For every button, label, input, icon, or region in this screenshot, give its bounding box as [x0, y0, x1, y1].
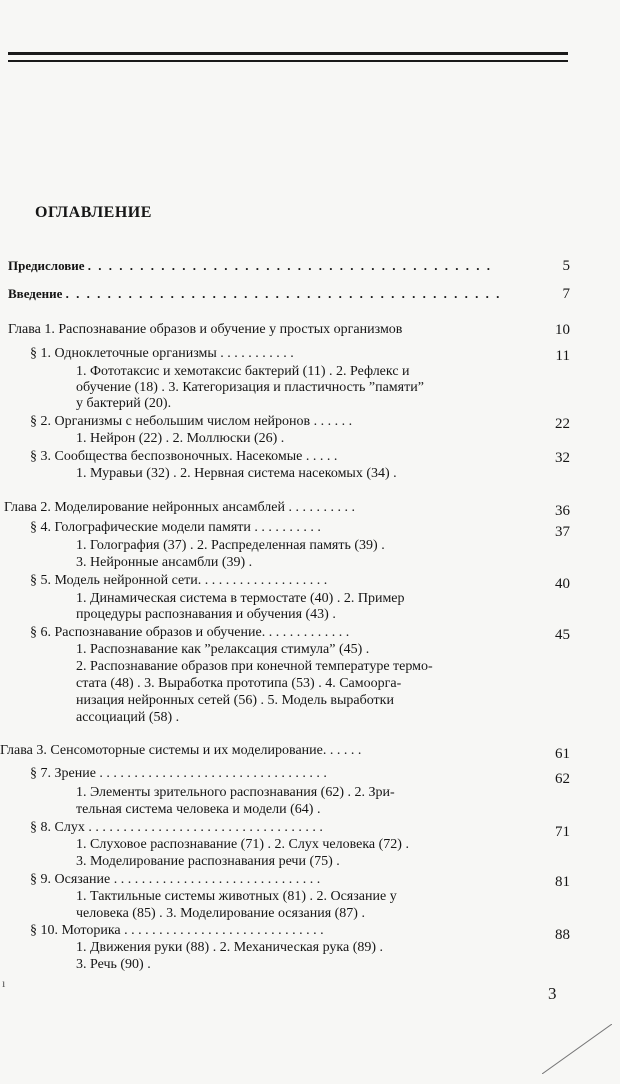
- top-rule: [8, 52, 568, 55]
- page-number: 3: [548, 984, 557, 1003]
- toc-entry-preface: [8, 258, 492, 274]
- section-3-detail: 1. Муравьи (32) . 2. Нервная система насекомых (34) .: [76, 466, 397, 481]
- toc-page-number: 37: [555, 524, 570, 540]
- section-5-detail: 1. Динамическая система в термостате (40) . 2. Пример: [76, 591, 405, 606]
- toc-page-number: 36: [555, 503, 570, 519]
- section-10-title: § 10. Моторика . . . . . . . . . . . . . . . . . . . . . . . . . . . . .: [30, 923, 324, 938]
- toc-page-number: 71: [555, 824, 570, 840]
- section-5-detail: процедуры распознавания и обучения (43) .: [76, 607, 336, 622]
- page-corner-fold: [542, 1024, 612, 1074]
- section-10-detail: 3. Речь (90) .: [76, 957, 151, 972]
- section-7-title: § 7. Зрение . . . . . . . . . . . . . . . . . . . . . . . . . . . . . . . . .: [30, 766, 327, 781]
- section-9-detail: 1. Тактильные системы животных (81) . 2. Осязание у: [76, 889, 397, 904]
- section-8-detail: 3. Моделирование распознавания речи (75) .: [76, 854, 340, 869]
- toc-page-number: 5: [562, 258, 570, 274]
- chapter-2-title: Глава 2. Моделирование нейронных ансамблей . . . . . . . . . .: [4, 500, 355, 515]
- section-6-title: § 6. Распознавание образов и обучение. . . . . . . . . . . . .: [30, 625, 350, 640]
- section-10-detail: 1. Движения руки (88) . 2. Механическая рука (89) .: [76, 940, 384, 955]
- toc-heading: ОГЛАВЛЕНИЕ: [35, 204, 152, 221]
- section-6-detail: 1. Распознавание как ”релаксация стимула” (45) .: [76, 642, 370, 657]
- toc-entry-label: Предисловие: [8, 258, 85, 273]
- toc-page-number: 22: [555, 416, 570, 432]
- section-6-detail: стата (48) . 3. Выработка прототипа (53) . 4. Самоорга-: [76, 676, 402, 691]
- section-8-detail: 1. Слуховое распознавание (71) . 2. Слух человека (72) .: [76, 837, 409, 852]
- toc-page-number: 45: [555, 627, 570, 643]
- section-9-title: § 9. Осязание . . . . . . . . . . . . . . . . . . . . . . . . . . . . . .: [30, 872, 321, 887]
- toc-page-number: 10: [555, 322, 570, 338]
- toc-page-number: 11: [555, 348, 570, 364]
- toc-entry-introduction: [8, 286, 501, 302]
- chapter-1-title: Глава 1. Распознавание образов и обучение у простых организмов: [8, 322, 403, 337]
- leader-dots: . . . . . . . . . . . . . . . . . . . . . . . . . . . . . . . . . . . . . . . . . .: [65, 286, 502, 301]
- section-7-detail: 1. Элементы зрительного распознавания (62) . 2. Зри-: [76, 785, 395, 800]
- section-9-detail: человека (85) . 3. Моделирование осязания (87) .: [76, 906, 365, 921]
- section-2-detail: 1. Нейрон (22) . 2. Моллюски (26) .: [76, 431, 285, 446]
- toc-page-number: 81: [555, 874, 570, 890]
- toc-page-number: 40: [555, 576, 570, 592]
- toc-page-number: 32: [555, 450, 570, 466]
- section-8-title: § 8. Слух . . . . . . . . . . . . . . . . . . . . . . . . . . . . . . . . . .: [30, 820, 323, 835]
- section-5-title: § 5. Модель нейронной сети. . . . . . . . . . . . . . . . . . .: [30, 573, 328, 588]
- section-4-detail: 1. Голография (37) . 2. Распределенная память (39) .: [76, 538, 385, 553]
- chapter-3-title: Глава 3. Сенсомоторные системы и их моделирование. . . . . .: [0, 743, 362, 758]
- section-6-detail: низация нейронных сетей (56) . 5. Модель выработки: [76, 693, 394, 708]
- leader-dots: . . . . . . . . . . . . . . . . . . . . . . . . . . . . . . . . . . . . . . .: [87, 258, 493, 273]
- section-2-title: § 2. Организмы с небольшим числом нейронов . . . . . .: [30, 414, 353, 429]
- top-rule-thin: [8, 60, 568, 62]
- section-1-title: § 1. Одноклеточные организмы . . . . . . . . . . .: [30, 346, 294, 361]
- section-6-detail: 2. Распознавание образов при конечной температуре термо-: [76, 659, 433, 674]
- toc-page-number: 62: [555, 771, 570, 787]
- section-4-detail: 3. Нейронные ансамбли (39) .: [76, 555, 253, 570]
- margin-mark: ı: [2, 976, 6, 990]
- section-1-detail: у бактерий (20).: [76, 396, 172, 411]
- toc-page-number: 61: [555, 746, 570, 762]
- section-3-title: § 3. Сообщества беспозвоночных. Насекомые . . . . .: [30, 449, 338, 464]
- section-6-detail: ассоциаций (58) .: [76, 710, 180, 725]
- toc-entry-label: Введение: [8, 286, 63, 301]
- section-1-detail: 1. Фототаксис и хемотаксис бактерий (11) . 2. Рефлекс и: [76, 364, 410, 379]
- section-7-detail: тельная система человека и модели (64) .: [76, 802, 321, 817]
- toc-page-number: 7: [562, 286, 570, 302]
- section-1-detail: обучение (18) . 3. Категоризация и пластичность ”памяти”: [76, 380, 424, 395]
- section-4-title: § 4. Голографические модели памяти . . . . . . . . . .: [30, 520, 321, 535]
- toc-page-number: 88: [555, 927, 570, 943]
